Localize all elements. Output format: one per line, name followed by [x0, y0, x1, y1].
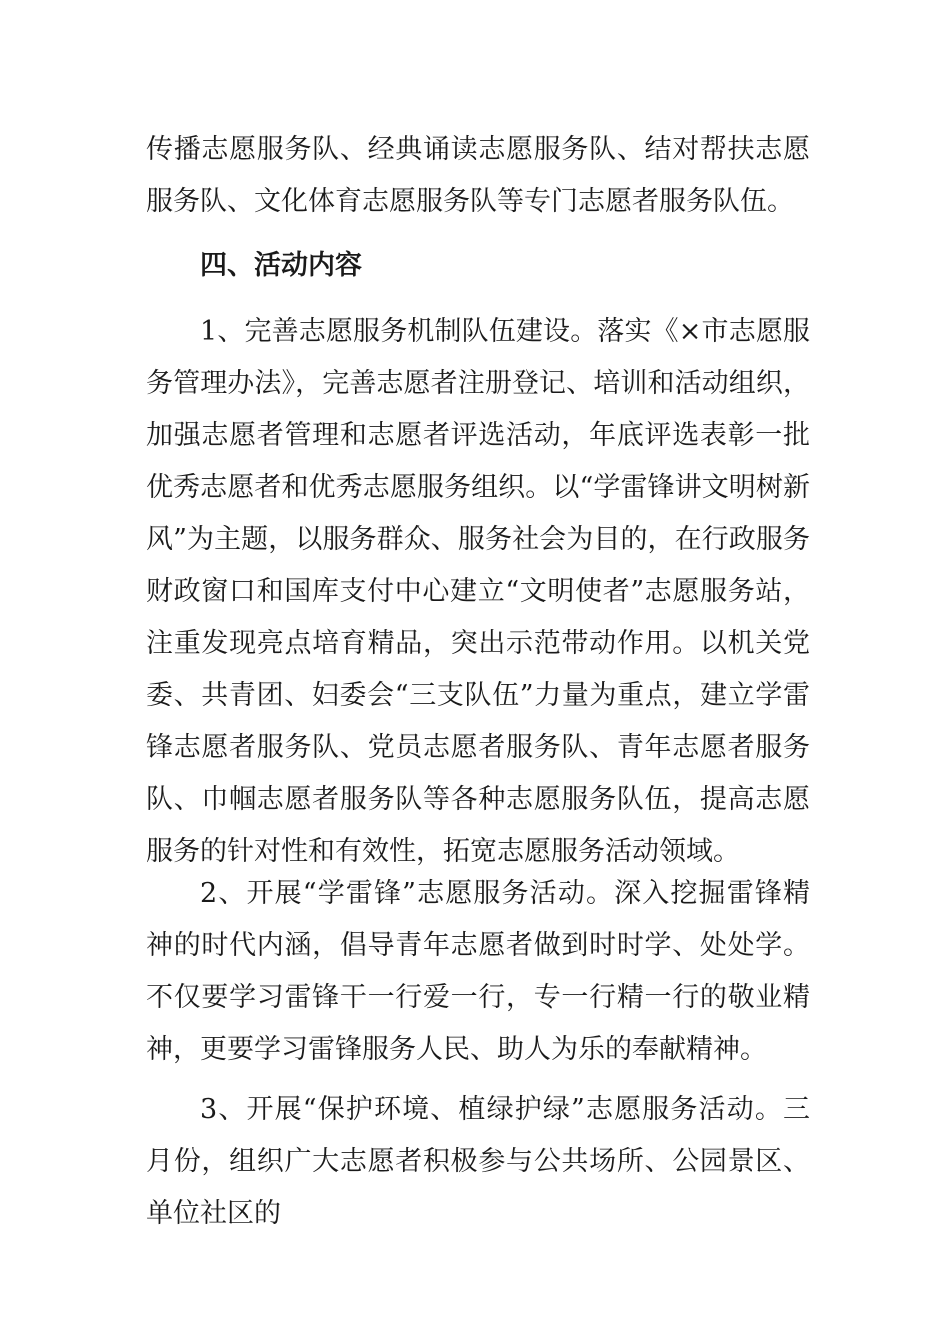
- section-heading: 四、活动内容: [200, 250, 362, 281]
- paragraph-3: 3、开展“保护环境、植绿护绿”志愿服务活动。三月份，组织广大志愿者积极参与公共场所、公园景区、单位社区的: [146, 1094, 810, 1229]
- continuation-paragraph: 传播志愿服务队、经典诵读志愿服务队、结对帮扶志愿服务队、文化体育志愿服务队等专门志愿者服务队伍。: [146, 134, 810, 217]
- paragraph-2: 2、开展“学雷锋”志愿服务活动。深入挖掘雷锋精神的时代内涵，倡导青年志愿者做到时时学、处处学。不仅要学习雷锋干一行爱一行，专一行精一行的敬业精神，更要学习雷锋服务人民、助人为乐的奉献精神。: [146, 878, 810, 1065]
- paragraph-1: 1、完善志愿服务机制队伍建设。落实《×市志愿服务管理办法》，完善志愿者注册登记、培训和活动组织，加强志愿者管理和志愿者评选活动，年底评选表彰一批优秀志愿者和优秀志愿服务组织。以“学雷锋讲文明树新风”为主题，以服务群众、服务社会为目的，在行政服务财政窗口和国库支付中心建立“文明使者”志愿服务站，注重发现亮点培育精品，突出示范带动作用。以机关党委、共青团、妇委会“三支队伍”力量为重点，建立学雷锋志愿者服务队、党员志愿者服务队、青年志愿者服务队、巾帼志愿者服务队等各种志愿服务队伍，提高志愿服务的针对性和有效性，拓宽志愿服务活动领域。: [146, 316, 810, 867]
